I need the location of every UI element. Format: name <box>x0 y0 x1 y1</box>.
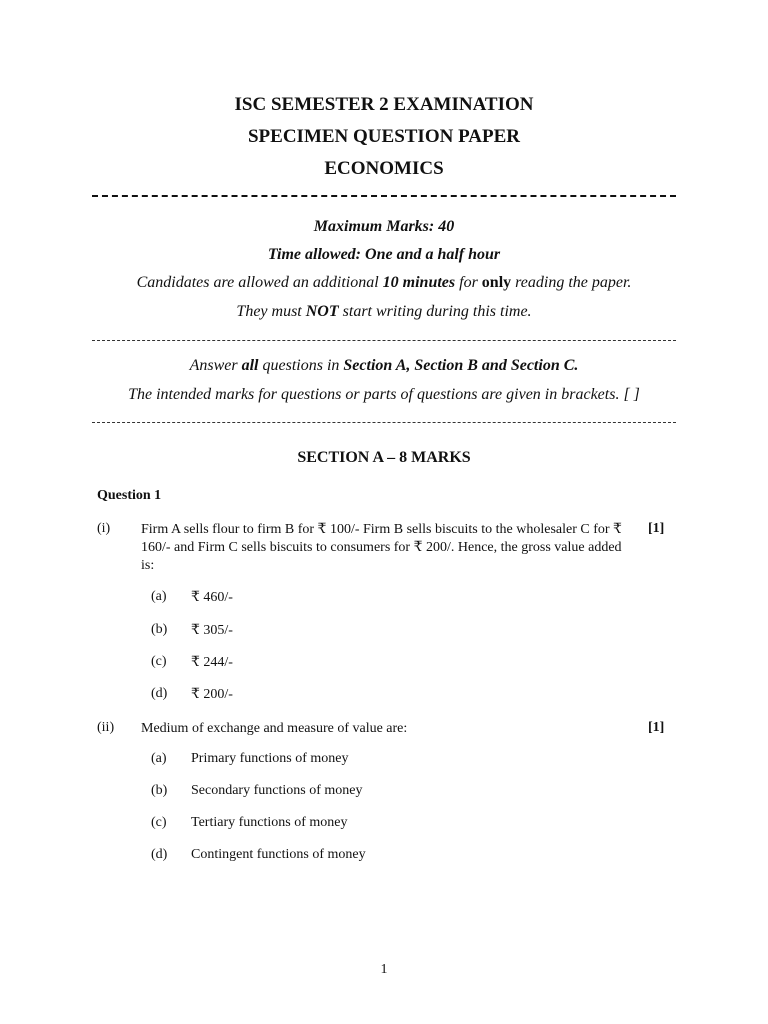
instructions-divider <box>92 422 676 423</box>
option-text: ₹ 200/- <box>191 687 233 702</box>
writing-note <box>0 303 768 321</box>
reading-note-post: reading the paper. <box>511 274 632 291</box>
paper-type-title: SPECIMEN QUESTION PAPER <box>247 126 520 147</box>
option-text: Secondary functions of money <box>191 783 363 798</box>
option-text: Primary functions of money <box>191 751 349 766</box>
option-label: (b) <box>151 622 168 637</box>
writing-note-not: NOT <box>305 303 339 320</box>
option-label: (b) <box>151 783 168 798</box>
reading-note-minutes: 10 minutes <box>382 274 456 291</box>
option-label: (c) <box>151 654 167 669</box>
option-text: Tertiary functions of money <box>191 815 348 830</box>
answer-sections: Section A, Section B and Section C. <box>343 357 579 374</box>
exam-title: ISC SEMESTER 2 EXAMINATION <box>234 94 534 115</box>
answer-instruction <box>0 357 768 375</box>
subject-title: ECONOMICS <box>324 158 444 179</box>
reading-note-pre: Candidates are allowed an additional <box>136 274 383 291</box>
page-number: 1 <box>380 962 388 977</box>
option-text: ₹ 305/- <box>191 623 233 638</box>
subquestion-number: (ii) <box>97 720 115 735</box>
option-label: (d) <box>151 847 168 862</box>
option-text: ₹ 244/- <box>191 655 233 670</box>
section-a-title: SECTION A – 8 MARKS <box>297 449 471 466</box>
marks-note: The intended marks for questions or parts of questions are given in brackets. [ ] <box>128 386 640 403</box>
option-text: Contingent functions of money <box>191 847 366 862</box>
answer-all: all <box>241 357 259 374</box>
max-marks: Maximum Marks: 40 <box>313 218 455 235</box>
writing-note-pre: They must <box>236 303 306 320</box>
reading-note-mid: for <box>455 274 482 291</box>
marks-badge: [1] <box>648 521 665 536</box>
option-label: (c) <box>151 815 167 830</box>
writing-note-post: start writing during this time. <box>338 303 532 320</box>
reading-note-only: only <box>481 274 512 291</box>
subquestion-text: Medium of exchange and measure of value are: <box>141 721 408 736</box>
option-label: (a) <box>151 751 167 766</box>
subquestion-number: (i) <box>97 521 111 536</box>
option-label: (a) <box>151 589 167 604</box>
answer-mid: questions in <box>258 357 344 374</box>
question-1-heading: Question 1 <box>97 488 162 503</box>
header-divider <box>92 195 676 197</box>
reading-time-note <box>0 274 768 292</box>
option-text: ₹ 460/- <box>191 590 233 605</box>
answer-pre: Answer <box>189 357 242 374</box>
option-label: (d) <box>151 686 168 701</box>
marks-badge: [1] <box>648 720 665 735</box>
time-allowed: Time allowed: One and a half hour <box>267 246 501 263</box>
info-divider <box>92 340 676 341</box>
subquestion-text: Firm A sells flour to firm B for ₹ 100/- Firm B sells biscuits to the wholesaler C for ₹ 160/- and Firm C sells biscuits to consumers for ₹ 200/. Hence, the gross value added is: <box>141 522 622 573</box>
